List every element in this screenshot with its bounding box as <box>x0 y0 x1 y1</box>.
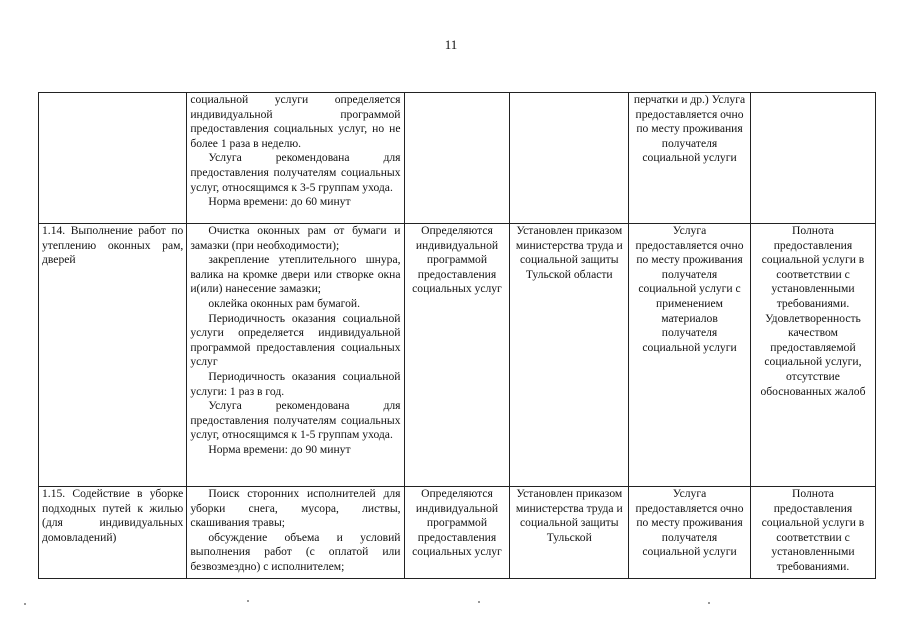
conditions-cell: Услуга предоставляется очно по месту проживания получателя социальной услуги <box>629 487 751 579</box>
cost-cell: Установлен приказом министерства труда и социальной защиты Тульской области <box>510 224 629 487</box>
conditions-cell: Услуга предоставляется очно по месту проживания получателя социальной услуги с применением материалов получателя социальной услуги <box>629 224 751 487</box>
scan-speck <box>708 602 710 604</box>
scan-speck <box>478 601 480 603</box>
quality-cell: Полнота предоставления социальной услуги в соответствии с установленными требованиями. Удовлетворенность качеством предоставляемой социальной услуги, отсутствие обоснованных жалоб <box>750 224 875 487</box>
service-description-cell <box>187 224 404 487</box>
volume-cell: Определяются индивидуальной программой предоставления социальных услуг <box>404 487 510 579</box>
cost-cell <box>510 93 629 224</box>
service-description-cell <box>187 93 404 224</box>
description-paragraph: Периодичность оказания социальной услуги определяется индивидуальной программой предоставления социальных услуг <box>190 311 401 369</box>
description-paragraph: Норма времени: до 60 минут <box>208 195 351 209</box>
scan-speck <box>24 603 26 605</box>
description-paragraph: обсуждение объема и условий выполнения работ (с оплатой или безвозмездно) с исполнителем; <box>190 530 401 573</box>
services-table <box>38 92 876 579</box>
table-row <box>39 93 876 224</box>
service-name-cell <box>39 93 187 224</box>
description-paragraph: социальной услуги определяется индивидуальной программой предоставления социальных услуг, но не более 1 раза в неделю. <box>190 93 401 150</box>
volume-cell: Определяются индивидуальной программой предоставления социальных услуг <box>404 224 510 487</box>
description-paragraph: Поиск сторонних исполнителей для уборки снега, мусора, листвы, скашивания травы; <box>190 487 401 530</box>
volume-cell <box>404 93 510 224</box>
description-paragraph: закрепление утеплительного шнура, валика на кромке двери или створке окна и(или) нанесение замазки; <box>190 253 401 296</box>
description-paragraph: оклейка оконных рам бумагой. <box>208 296 360 310</box>
description-paragraph: Норма времени: до 90 минут <box>208 442 351 456</box>
service-description-cell <box>187 487 404 579</box>
quality-cell: Полнота предоставления социальной услуги в соответствии с установленными требованиями. <box>750 487 875 579</box>
cost-cell: Установлен приказом министерства труда и социальной защиты Тульской <box>510 487 629 579</box>
quality-cell <box>750 93 875 224</box>
table-row <box>39 224 876 487</box>
description-paragraph: Услуга рекомендована для предоставления получателям социальных услуг, относящимся к 3-5 группам ухода. <box>190 151 401 194</box>
service-name-cell: 1.15. Содействие в уборке подходных путей к жилью (для индивидуальных домовладений) <box>39 487 187 579</box>
description-paragraph: Услуга рекомендована для предоставления получателям социальных услуг, относящимся к 1-5 группам ухода. <box>190 399 401 442</box>
scan-speck <box>247 600 249 602</box>
conditions-cell: перчатки и др.) Услуга предоставляется очно по месту проживания получателя социальной услуги <box>629 93 751 224</box>
table-row <box>39 487 876 579</box>
description-paragraph: Очистка оконных рам от бумаги и замазки (при необходимости); <box>190 224 401 252</box>
description-paragraph: Периодичность оказания социальной услуги: 1 раз в год. <box>190 369 401 398</box>
page-number: 11 <box>444 37 458 52</box>
service-name-cell: 1.14. Выполнение работ по утеплению оконных рам, дверей <box>39 224 187 487</box>
